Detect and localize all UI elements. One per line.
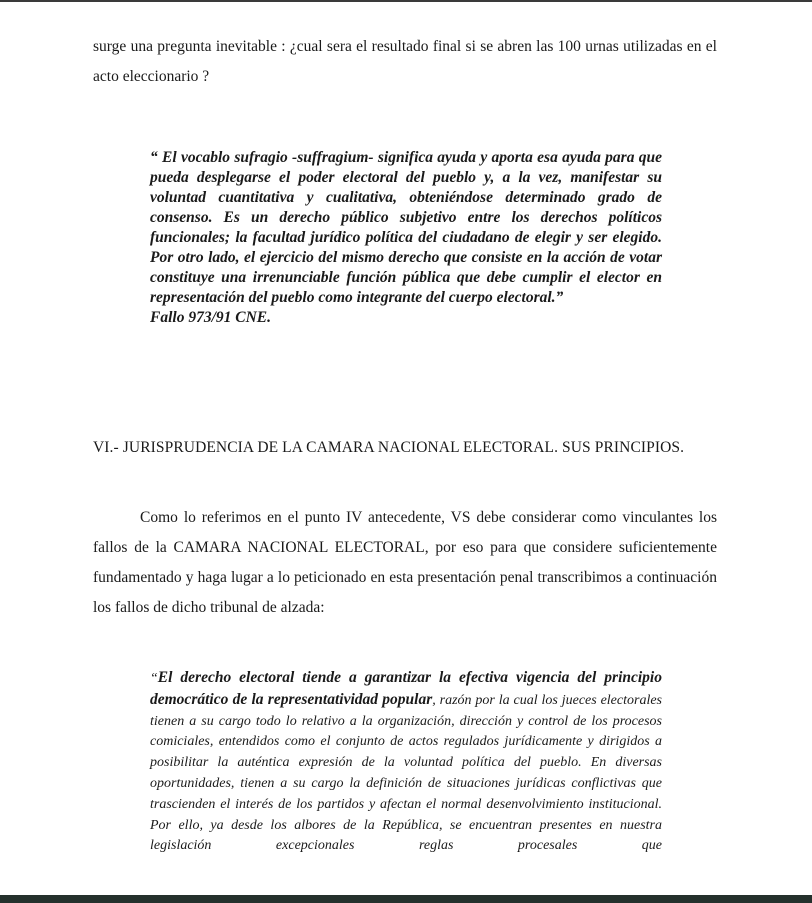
block-quote-sufragio [150,148,662,328]
page-top-border [0,0,812,2]
block-quote-derecho-electoral [150,668,662,857]
quote-open-mark: “ [150,671,158,686]
page-bottom-bar [0,895,812,903]
body-paragraph-1: surge una pregunta inevitable : ¿cual sera el resultado final si se abren las 100 urnas utilizadas en el acto eleccionario ? [93,38,717,85]
quote-body: , razón por la cual los jueces electorales tienen a su cargo todo lo relativo a la organización, dirección y control de los procesos comiciales, entendidos como el conjunto de actos regulados jurídicamente y dirigidos a posibilitar la auténtica expresión de la voluntad política del pueblo. En diversas oportunidades, tienen a su cargo la definición de situaciones jurídicas conflictivas que trascienden el interés de los partidos y afectan el normal desenvolvimiento institucional. Por ello, ya desde los albores de la República, se encuentran presentes en nuestra legislación excepcionales reglas procesales que [150,692,662,854]
quote-lead-bold: El derecho electoral tiende a garantizar la efectiva vigencia del principio democrático de la representatividad popular [150,669,662,708]
block-quote-citation: Fallo 973/91 CNE. [150,309,272,326]
body-paragraph-2: Como lo referimos en el punto IV antecedente, VS debe considerar como vinculantes los fallos de la CAMARA NACIONAL ELECTORAL, por eso para que considere suficientemente fundamentado y haga lugar a lo peticionado en esta presentación penal transcribimos a continuación los fallos de dicho tribunal de alzada: [93,509,717,616]
section-heading: VI.- JURISPRUDENCIA DE LA CAMARA NACIONAL ELECTORAL. SUS PRINCIPIOS. [93,439,685,456]
block-quote-text: “ El vocablo sufragio -suffragium- significa ayuda y aporta esa ayuda para que pueda desplegarse el poder electoral del pueblo y, a la vez, manifestar su voluntad cuantitativa y cualitativa, obteniéndose determinado grado de consenso. Es un derecho público subjetivo entre los derechos políticos funcionales; la facultad jurídico política del ciudadano de elegir y ser elegido. Por otro lado, el ejercicio del mismo derecho que consiste en la acción de votar constituye una irrenunciable función pública que debe cumplir el elector en representación del pueblo como integrante del cuerpo electoral.” [150,149,662,306]
